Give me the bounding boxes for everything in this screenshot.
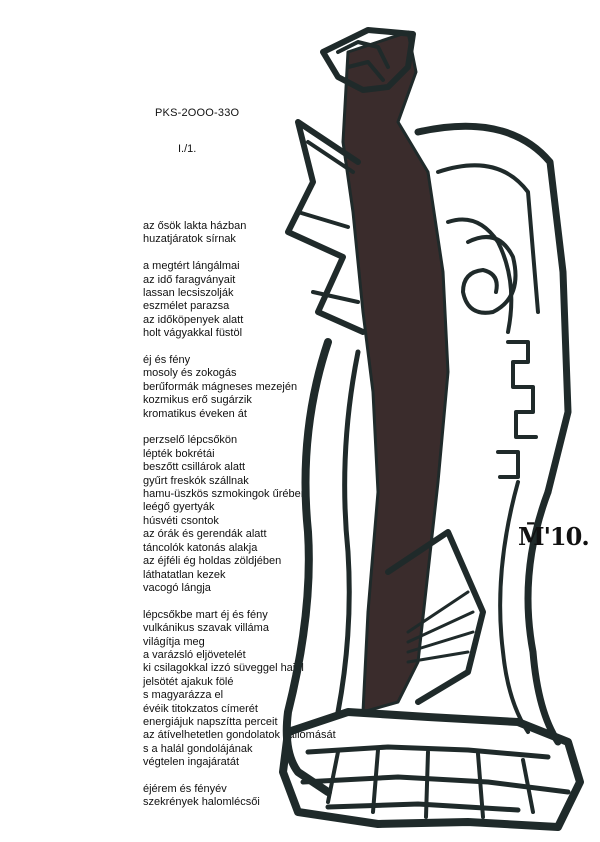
poem-line: mosoly és zokogás xyxy=(143,367,237,380)
poem-line: szekrények halomlécsői xyxy=(143,796,260,809)
base xyxy=(283,712,580,827)
poem-line: láthatatlan kezek xyxy=(143,568,226,581)
section-reference: I./1. xyxy=(178,143,197,155)
poem-line: jelsötét ajakuk fölé xyxy=(143,675,234,688)
poem-line: leégő gyertyák xyxy=(143,501,215,514)
poem-line: évéik titokzatos címerét xyxy=(143,702,258,715)
poem-line: holt vágyakkal füstöl xyxy=(143,327,243,340)
poem-line: lépték bokrétái xyxy=(143,447,215,460)
poem-line: az időköpenyek alatt xyxy=(143,313,244,326)
poem-line: energiájuk napszítta perceit xyxy=(143,715,278,728)
left-sweep-2 xyxy=(338,352,358,712)
poem-line: az átívelhetetlen gondolatok vallomását xyxy=(143,729,336,742)
poem-line: az órák és gerendák alatt xyxy=(143,528,267,541)
poem-line: beszőtt csillárok alatt xyxy=(143,461,246,474)
poem-line: éjérem és fényév xyxy=(143,782,227,795)
column-fill xyxy=(343,32,448,712)
poem-line: lassan lecsiszolják xyxy=(143,287,234,300)
poem-line: gyűrt freskók szállnak xyxy=(143,474,249,487)
poem-line: táncolók katonás alakja xyxy=(143,541,258,554)
poem-line: vacogó lángja xyxy=(143,581,211,594)
poem-line: eszmélet parazsa xyxy=(143,300,230,313)
poem-line: huzatjáratok sírnak xyxy=(143,233,236,246)
poem-line: a varázsló eljövetelét xyxy=(143,648,246,661)
poem-line: az idő faragványait xyxy=(143,273,236,286)
poem-line: a megtért lángálmai xyxy=(143,260,240,273)
poem-line: kromatikus éveken át xyxy=(143,407,247,420)
poem-line: az éjféli ég holdas zöldjében xyxy=(143,555,282,568)
poem-line: s a halál gondolájának xyxy=(143,742,253,755)
right-steps xyxy=(498,342,536,477)
ink-drawing xyxy=(268,12,586,837)
poem-line: kozmikus erő sugárzik xyxy=(143,394,252,407)
right-arch-inner xyxy=(438,165,538,332)
poem-line: lépcsőkbe mart éj és fény xyxy=(143,608,268,621)
poem-line: végtelen ingajáratát xyxy=(143,756,240,769)
poem-line: berűformák mágneses mezején xyxy=(143,380,298,393)
poem-line: vulkánikus szavak villáma xyxy=(143,622,269,635)
document-code: PKS-2OOO-33O xyxy=(155,107,240,119)
poem-line: hamu-üszkös szmokingok űrében xyxy=(143,488,307,501)
poem-line: ki csilagokkal izzó süveggel hajol xyxy=(143,662,304,675)
poem-line: húsvéti csontok xyxy=(143,514,219,527)
right-sweep-2 xyxy=(500,482,528,732)
poem-line: s magyarázza el xyxy=(143,689,224,702)
artist-signature: M̄'10. xyxy=(518,522,589,551)
poem-line: világítja meg xyxy=(143,635,205,648)
poem-line: az ősök lakta házban xyxy=(143,220,247,232)
poem-line: perzselő lépcsőkön xyxy=(143,434,238,447)
poem-line: éj és fény xyxy=(143,354,191,367)
